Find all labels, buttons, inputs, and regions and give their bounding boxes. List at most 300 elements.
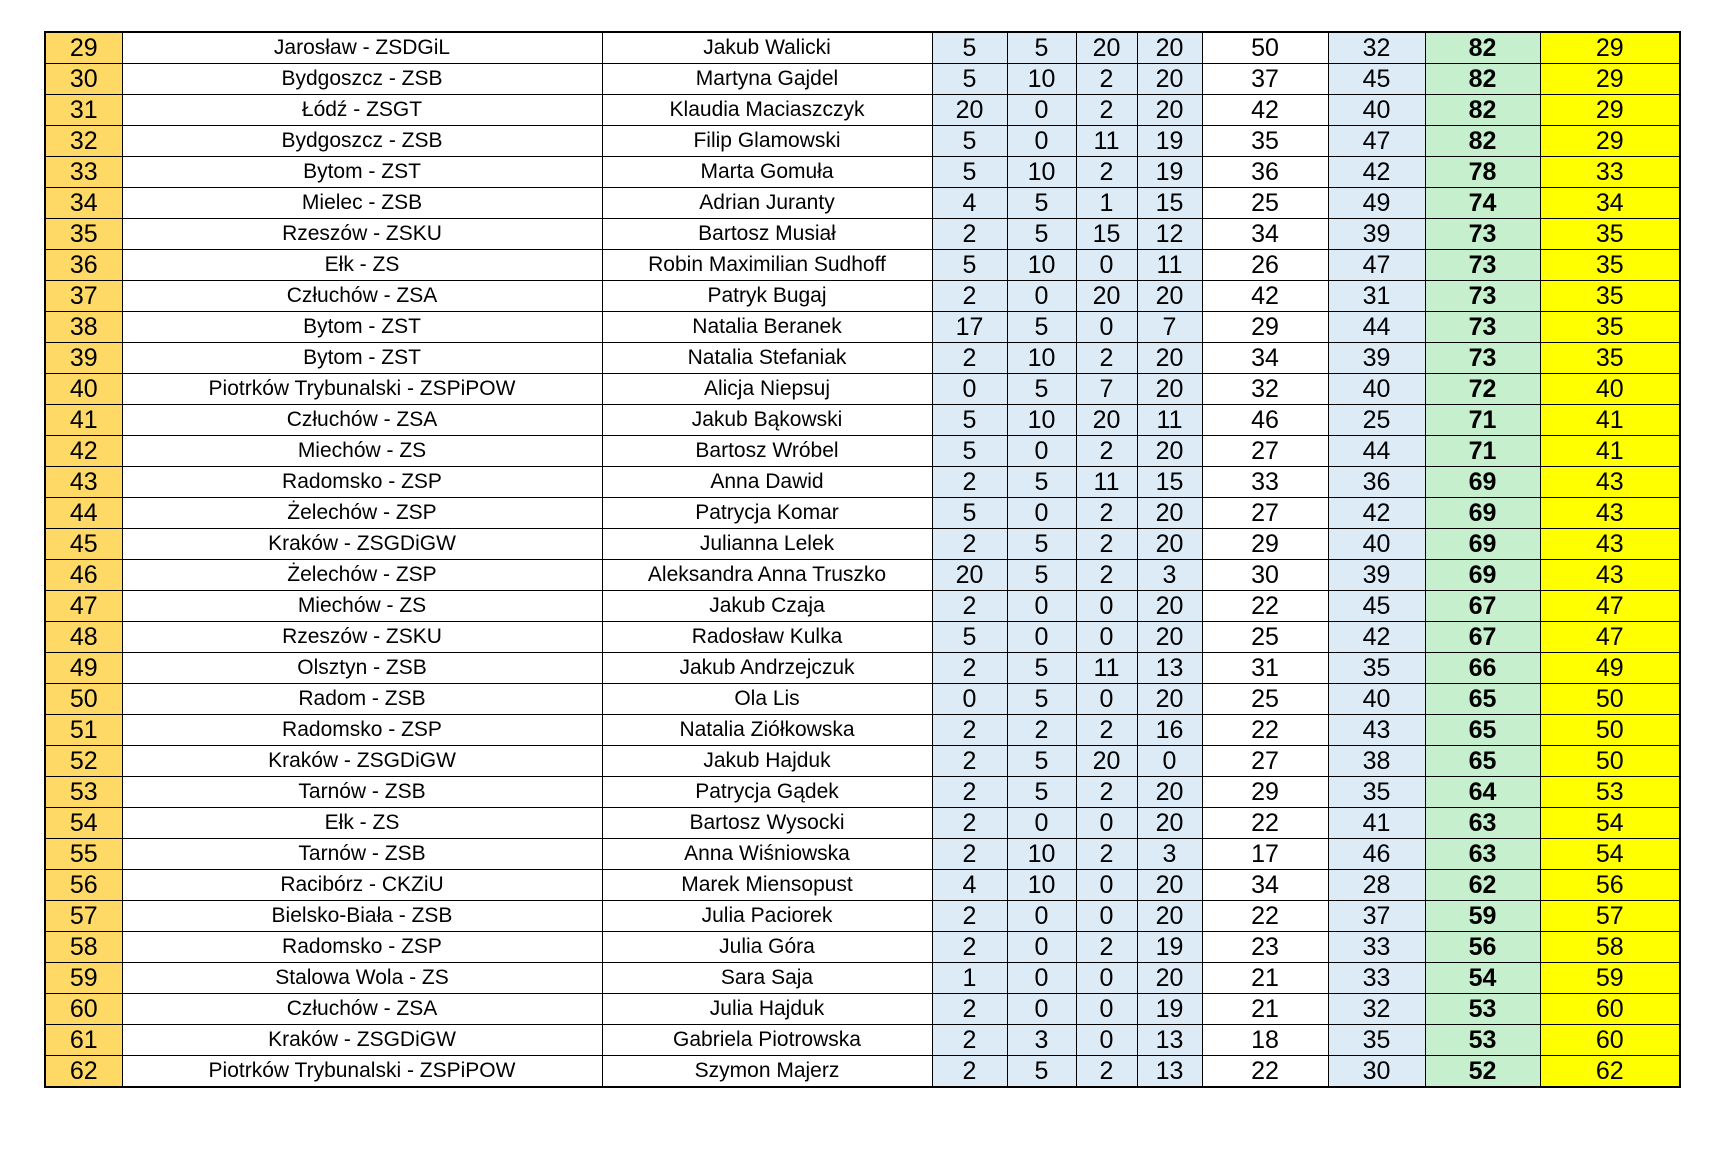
table-row — [45, 498, 1680, 529]
score-2-cell: 5 — [1007, 188, 1076, 219]
place-cell: 59 — [1540, 963, 1680, 994]
score-3-cell: 20 — [1076, 281, 1137, 312]
score-2-cell: 0 — [1007, 932, 1076, 963]
second-part-cell: 44 — [1328, 436, 1425, 467]
score-3-cell: 20 — [1076, 32, 1137, 64]
second-part-cell: 33 — [1328, 932, 1425, 963]
score-1-cell: 5 — [932, 405, 1007, 436]
participant-name-cell: Patrycja Komar — [602, 498, 932, 529]
score-4-cell: 15 — [1137, 188, 1202, 219]
rank-cell: 36 — [45, 250, 122, 281]
total-cell: 82 — [1425, 95, 1540, 126]
score-4-cell: 13 — [1137, 653, 1202, 684]
rank-cell: 50 — [45, 684, 122, 715]
participant-name-cell: Filip Glamowski — [602, 126, 932, 157]
participant-name-cell: Jakub Czaja — [602, 591, 932, 622]
second-part-cell: 44 — [1328, 312, 1425, 343]
place-cell: 35 — [1540, 343, 1680, 374]
score-1-cell: 2 — [932, 839, 1007, 870]
second-part-cell: 25 — [1328, 405, 1425, 436]
score-1-cell: 2 — [932, 653, 1007, 684]
school-cell: Bytom - ZST — [122, 343, 602, 374]
score-3-cell: 0 — [1076, 622, 1137, 653]
school-cell: Ełk - ZS — [122, 808, 602, 839]
score-1-cell: 2 — [932, 467, 1007, 498]
rank-cell: 32 — [45, 126, 122, 157]
rank-cell: 54 — [45, 808, 122, 839]
rank-cell: 43 — [45, 467, 122, 498]
score-2-cell: 5 — [1007, 684, 1076, 715]
place-cell: 43 — [1540, 498, 1680, 529]
rank-cell: 38 — [45, 312, 122, 343]
rank-cell: 42 — [45, 436, 122, 467]
place-cell: 29 — [1540, 64, 1680, 95]
participant-name-cell: Jakub Bąkowski — [602, 405, 932, 436]
score-2-cell: 10 — [1007, 157, 1076, 188]
participant-name-cell: Jakub Andrzejczuk — [602, 653, 932, 684]
score-1-cell: 5 — [932, 250, 1007, 281]
total-cell: 65 — [1425, 715, 1540, 746]
participant-name-cell: Robin Maximilian Sudhoff — [602, 250, 932, 281]
score-4-cell: 11 — [1137, 250, 1202, 281]
score-2-cell: 0 — [1007, 436, 1076, 467]
score-3-cell: 11 — [1076, 653, 1137, 684]
table-row — [45, 250, 1680, 281]
participant-name-cell: Bartosz Wróbel — [602, 436, 932, 467]
participant-name-cell: Szymon Majerz — [602, 1056, 932, 1088]
score-2-cell: 5 — [1007, 746, 1076, 777]
score-1-cell: 5 — [932, 436, 1007, 467]
place-cell: 58 — [1540, 932, 1680, 963]
score-3-cell: 2 — [1076, 932, 1137, 963]
second-part-cell: 41 — [1328, 808, 1425, 839]
subtotal-cell: 31 — [1202, 653, 1328, 684]
score-3-cell: 20 — [1076, 746, 1137, 777]
score-4-cell: 20 — [1137, 95, 1202, 126]
score-1-cell: 2 — [932, 932, 1007, 963]
second-part-cell: 43 — [1328, 715, 1425, 746]
total-cell: 63 — [1425, 839, 1540, 870]
subtotal-cell: 17 — [1202, 839, 1328, 870]
second-part-cell: 35 — [1328, 777, 1425, 808]
table-body — [45, 32, 1680, 1087]
total-cell: 53 — [1425, 1025, 1540, 1056]
participant-name-cell: Marek Miensopust — [602, 870, 932, 901]
second-part-cell: 30 — [1328, 1056, 1425, 1088]
table-row — [45, 219, 1680, 250]
second-part-cell: 45 — [1328, 64, 1425, 95]
participant-name-cell: Gabriela Piotrowska — [602, 1025, 932, 1056]
rank-cell: 51 — [45, 715, 122, 746]
score-4-cell: 20 — [1137, 622, 1202, 653]
place-cell: 62 — [1540, 1056, 1680, 1088]
score-2-cell: 5 — [1007, 560, 1076, 591]
subtotal-cell: 37 — [1202, 64, 1328, 95]
score-1-cell: 5 — [932, 32, 1007, 64]
second-part-cell: 33 — [1328, 963, 1425, 994]
table-row — [45, 188, 1680, 219]
total-cell: 53 — [1425, 994, 1540, 1025]
score-2-cell: 10 — [1007, 870, 1076, 901]
results-table — [44, 31, 1681, 1088]
score-3-cell: 2 — [1076, 777, 1137, 808]
score-1-cell: 5 — [932, 64, 1007, 95]
score-1-cell: 2 — [932, 529, 1007, 560]
place-cell: 56 — [1540, 870, 1680, 901]
score-4-cell: 12 — [1137, 219, 1202, 250]
rank-cell: 39 — [45, 343, 122, 374]
participant-name-cell: Natalia Beranek — [602, 312, 932, 343]
subtotal-cell: 23 — [1202, 932, 1328, 963]
score-4-cell: 7 — [1137, 312, 1202, 343]
score-3-cell: 2 — [1076, 1056, 1137, 1088]
subtotal-cell: 22 — [1202, 901, 1328, 932]
total-cell: 71 — [1425, 436, 1540, 467]
rank-cell: 52 — [45, 746, 122, 777]
score-2-cell: 0 — [1007, 498, 1076, 529]
total-cell: 65 — [1425, 684, 1540, 715]
second-part-cell: 32 — [1328, 32, 1425, 64]
score-1-cell: 2 — [932, 281, 1007, 312]
table-row — [45, 32, 1680, 64]
school-cell: Kraków - ZSGDiGW — [122, 746, 602, 777]
place-cell: 43 — [1540, 529, 1680, 560]
total-cell: 72 — [1425, 374, 1540, 405]
total-cell: 66 — [1425, 653, 1540, 684]
place-cell: 50 — [1540, 746, 1680, 777]
table-row — [45, 1056, 1680, 1088]
rank-cell: 30 — [45, 64, 122, 95]
table-row — [45, 95, 1680, 126]
score-4-cell: 3 — [1137, 839, 1202, 870]
second-part-cell: 47 — [1328, 126, 1425, 157]
total-cell: 69 — [1425, 560, 1540, 591]
subtotal-cell: 26 — [1202, 250, 1328, 281]
school-cell: Człuchów - ZSA — [122, 281, 602, 312]
school-cell: Żelechów - ZSP — [122, 498, 602, 529]
score-3-cell: 2 — [1076, 436, 1137, 467]
place-cell: 50 — [1540, 684, 1680, 715]
total-cell: 69 — [1425, 498, 1540, 529]
place-cell: 35 — [1540, 312, 1680, 343]
subtotal-cell: 46 — [1202, 405, 1328, 436]
score-1-cell: 2 — [932, 1056, 1007, 1088]
score-4-cell: 19 — [1137, 932, 1202, 963]
table-row — [45, 715, 1680, 746]
score-2-cell: 5 — [1007, 374, 1076, 405]
score-4-cell: 20 — [1137, 343, 1202, 374]
rank-cell: 40 — [45, 374, 122, 405]
school-cell: Bielsko-Biała - ZSB — [122, 901, 602, 932]
total-cell: 73 — [1425, 250, 1540, 281]
table-row — [45, 436, 1680, 467]
subtotal-cell: 21 — [1202, 963, 1328, 994]
subtotal-cell: 42 — [1202, 95, 1328, 126]
score-2-cell: 0 — [1007, 994, 1076, 1025]
score-1-cell: 4 — [932, 188, 1007, 219]
second-part-cell: 31 — [1328, 281, 1425, 312]
rank-cell: 45 — [45, 529, 122, 560]
score-2-cell: 5 — [1007, 653, 1076, 684]
rank-cell: 34 — [45, 188, 122, 219]
second-part-cell: 36 — [1328, 467, 1425, 498]
subtotal-cell: 29 — [1202, 777, 1328, 808]
rank-cell: 46 — [45, 560, 122, 591]
participant-name-cell: Jakub Walicki — [602, 32, 932, 64]
school-cell: Radomsko - ZSP — [122, 467, 602, 498]
participant-name-cell: Alicja Niepsuj — [602, 374, 932, 405]
second-part-cell: 42 — [1328, 498, 1425, 529]
place-cell: 49 — [1540, 653, 1680, 684]
participant-name-cell: Klaudia Maciaszczyk — [602, 95, 932, 126]
total-cell: 73 — [1425, 343, 1540, 374]
table-row — [45, 312, 1680, 343]
score-4-cell: 20 — [1137, 32, 1202, 64]
place-cell: 40 — [1540, 374, 1680, 405]
school-cell: Łódź - ZSGT — [122, 95, 602, 126]
score-3-cell: 0 — [1076, 312, 1137, 343]
participant-name-cell: Radosław Kulka — [602, 622, 932, 653]
rank-cell: 57 — [45, 901, 122, 932]
school-cell: Tarnów - ZSB — [122, 839, 602, 870]
table-row — [45, 560, 1680, 591]
place-cell: 35 — [1540, 219, 1680, 250]
school-cell: Bytom - ZST — [122, 157, 602, 188]
score-1-cell: 5 — [932, 498, 1007, 529]
second-part-cell: 35 — [1328, 653, 1425, 684]
subtotal-cell: 21 — [1202, 994, 1328, 1025]
total-cell: 73 — [1425, 312, 1540, 343]
place-cell: 41 — [1540, 436, 1680, 467]
score-2-cell: 10 — [1007, 343, 1076, 374]
score-4-cell: 20 — [1137, 64, 1202, 95]
score-4-cell: 20 — [1137, 777, 1202, 808]
place-cell: 50 — [1540, 715, 1680, 746]
participant-name-cell: Aleksandra Anna Truszko — [602, 560, 932, 591]
participant-name-cell: Natalia Stefaniak — [602, 343, 932, 374]
score-4-cell: 20 — [1137, 281, 1202, 312]
score-1-cell: 20 — [932, 95, 1007, 126]
school-cell: Radomsko - ZSP — [122, 932, 602, 963]
school-cell: Piotrków Trybunalski - ZSPiPOW — [122, 1056, 602, 1088]
total-cell: 62 — [1425, 870, 1540, 901]
score-3-cell: 2 — [1076, 157, 1137, 188]
rank-cell: 47 — [45, 591, 122, 622]
score-3-cell: 2 — [1076, 95, 1137, 126]
score-1-cell: 2 — [932, 219, 1007, 250]
subtotal-cell: 34 — [1202, 870, 1328, 901]
subtotal-cell: 30 — [1202, 560, 1328, 591]
score-3-cell: 15 — [1076, 219, 1137, 250]
total-cell: 71 — [1425, 405, 1540, 436]
score-3-cell: 20 — [1076, 405, 1137, 436]
subtotal-cell: 25 — [1202, 188, 1328, 219]
table-row — [45, 126, 1680, 157]
place-cell: 43 — [1540, 467, 1680, 498]
second-part-cell: 37 — [1328, 901, 1425, 932]
score-4-cell: 15 — [1137, 467, 1202, 498]
table-row — [45, 64, 1680, 95]
score-4-cell: 20 — [1137, 684, 1202, 715]
score-2-cell: 5 — [1007, 219, 1076, 250]
rank-cell: 41 — [45, 405, 122, 436]
subtotal-cell: 25 — [1202, 684, 1328, 715]
table-row — [45, 374, 1680, 405]
subtotal-cell: 34 — [1202, 219, 1328, 250]
score-2-cell: 0 — [1007, 281, 1076, 312]
total-cell: 67 — [1425, 591, 1540, 622]
place-cell: 41 — [1540, 405, 1680, 436]
participant-name-cell: Marta Gomuła — [602, 157, 932, 188]
participant-name-cell: Natalia Ziółkowska — [602, 715, 932, 746]
participant-name-cell: Bartosz Musiał — [602, 219, 932, 250]
table-row — [45, 839, 1680, 870]
total-cell: 82 — [1425, 64, 1540, 95]
score-1-cell: 2 — [932, 1025, 1007, 1056]
score-4-cell: 0 — [1137, 746, 1202, 777]
score-3-cell: 1 — [1076, 188, 1137, 219]
rank-cell: 61 — [45, 1025, 122, 1056]
score-2-cell: 0 — [1007, 591, 1076, 622]
score-3-cell: 2 — [1076, 529, 1137, 560]
place-cell: 53 — [1540, 777, 1680, 808]
score-4-cell: 20 — [1137, 963, 1202, 994]
participant-name-cell: Jakub Hajduk — [602, 746, 932, 777]
second-part-cell: 28 — [1328, 870, 1425, 901]
table-row — [45, 343, 1680, 374]
score-2-cell: 5 — [1007, 467, 1076, 498]
score-2-cell: 10 — [1007, 405, 1076, 436]
score-1-cell: 20 — [932, 560, 1007, 591]
rank-cell: 58 — [45, 932, 122, 963]
score-4-cell: 13 — [1137, 1056, 1202, 1088]
second-part-cell: 47 — [1328, 250, 1425, 281]
score-3-cell: 0 — [1076, 994, 1137, 1025]
score-3-cell: 0 — [1076, 684, 1137, 715]
score-1-cell: 0 — [932, 684, 1007, 715]
score-2-cell: 3 — [1007, 1025, 1076, 1056]
place-cell: 47 — [1540, 591, 1680, 622]
score-2-cell: 0 — [1007, 126, 1076, 157]
score-3-cell: 0 — [1076, 901, 1137, 932]
school-cell: Bydgoszcz - ZSB — [122, 126, 602, 157]
score-2-cell: 10 — [1007, 64, 1076, 95]
second-part-cell: 40 — [1328, 374, 1425, 405]
second-part-cell: 46 — [1328, 839, 1425, 870]
subtotal-cell: 27 — [1202, 436, 1328, 467]
subtotal-cell: 29 — [1202, 312, 1328, 343]
total-cell: 82 — [1425, 126, 1540, 157]
place-cell: 47 — [1540, 622, 1680, 653]
table-row — [45, 1025, 1680, 1056]
second-part-cell: 35 — [1328, 1025, 1425, 1056]
school-cell: Rzeszów - ZSKU — [122, 622, 602, 653]
score-2-cell: 0 — [1007, 95, 1076, 126]
table-row — [45, 622, 1680, 653]
participant-name-cell: Ola Lis — [602, 684, 932, 715]
subtotal-cell: 50 — [1202, 32, 1328, 64]
score-2-cell: 5 — [1007, 529, 1076, 560]
total-cell: 69 — [1425, 529, 1540, 560]
score-2-cell: 0 — [1007, 901, 1076, 932]
table-row — [45, 808, 1680, 839]
subtotal-cell: 18 — [1202, 1025, 1328, 1056]
subtotal-cell: 32 — [1202, 374, 1328, 405]
rank-cell: 49 — [45, 653, 122, 684]
second-part-cell: 40 — [1328, 529, 1425, 560]
score-1-cell: 5 — [932, 622, 1007, 653]
second-part-cell: 39 — [1328, 343, 1425, 374]
table-row — [45, 529, 1680, 560]
score-4-cell: 3 — [1137, 560, 1202, 591]
rank-cell: 53 — [45, 777, 122, 808]
rank-cell: 35 — [45, 219, 122, 250]
table-row — [45, 901, 1680, 932]
rank-cell: 37 — [45, 281, 122, 312]
score-1-cell: 2 — [932, 994, 1007, 1025]
rank-cell: 31 — [45, 95, 122, 126]
total-cell: 73 — [1425, 219, 1540, 250]
subtotal-cell: 36 — [1202, 157, 1328, 188]
place-cell: 35 — [1540, 281, 1680, 312]
score-4-cell: 20 — [1137, 591, 1202, 622]
school-cell: Człuchów - ZSA — [122, 405, 602, 436]
total-cell: 65 — [1425, 746, 1540, 777]
total-cell: 82 — [1425, 32, 1540, 64]
second-part-cell: 32 — [1328, 994, 1425, 1025]
score-3-cell: 2 — [1076, 64, 1137, 95]
score-4-cell: 20 — [1137, 870, 1202, 901]
score-1-cell: 1 — [932, 963, 1007, 994]
school-cell: Rzeszów - ZSKU — [122, 219, 602, 250]
place-cell: 60 — [1540, 994, 1680, 1025]
table-row — [45, 405, 1680, 436]
rank-cell: 48 — [45, 622, 122, 653]
second-part-cell: 40 — [1328, 95, 1425, 126]
table-row — [45, 932, 1680, 963]
table-row — [45, 777, 1680, 808]
school-cell: Człuchów - ZSA — [122, 994, 602, 1025]
score-3-cell: 0 — [1076, 591, 1137, 622]
school-cell: Miechów - ZS — [122, 591, 602, 622]
total-cell: 52 — [1425, 1056, 1540, 1088]
score-2-cell: 0 — [1007, 963, 1076, 994]
participant-name-cell: Martyna Gajdel — [602, 64, 932, 95]
subtotal-cell: 29 — [1202, 529, 1328, 560]
score-3-cell: 0 — [1076, 808, 1137, 839]
place-cell: 29 — [1540, 126, 1680, 157]
score-1-cell: 5 — [932, 157, 1007, 188]
school-cell: Miechów - ZS — [122, 436, 602, 467]
table-row — [45, 870, 1680, 901]
second-part-cell: 42 — [1328, 622, 1425, 653]
subtotal-cell: 22 — [1202, 1056, 1328, 1088]
school-cell: Mielec - ZSB — [122, 188, 602, 219]
school-cell: Racibórz - CKZiU — [122, 870, 602, 901]
score-1-cell: 2 — [932, 901, 1007, 932]
table-row — [45, 281, 1680, 312]
score-1-cell: 2 — [932, 808, 1007, 839]
participant-name-cell: Julia Hajduk — [602, 994, 932, 1025]
score-3-cell: 0 — [1076, 963, 1137, 994]
score-2-cell: 5 — [1007, 32, 1076, 64]
total-cell: 59 — [1425, 901, 1540, 932]
second-part-cell: 45 — [1328, 591, 1425, 622]
score-1-cell: 2 — [932, 715, 1007, 746]
score-1-cell: 5 — [932, 126, 1007, 157]
place-cell: 54 — [1540, 839, 1680, 870]
school-cell: Radomsko - ZSP — [122, 715, 602, 746]
